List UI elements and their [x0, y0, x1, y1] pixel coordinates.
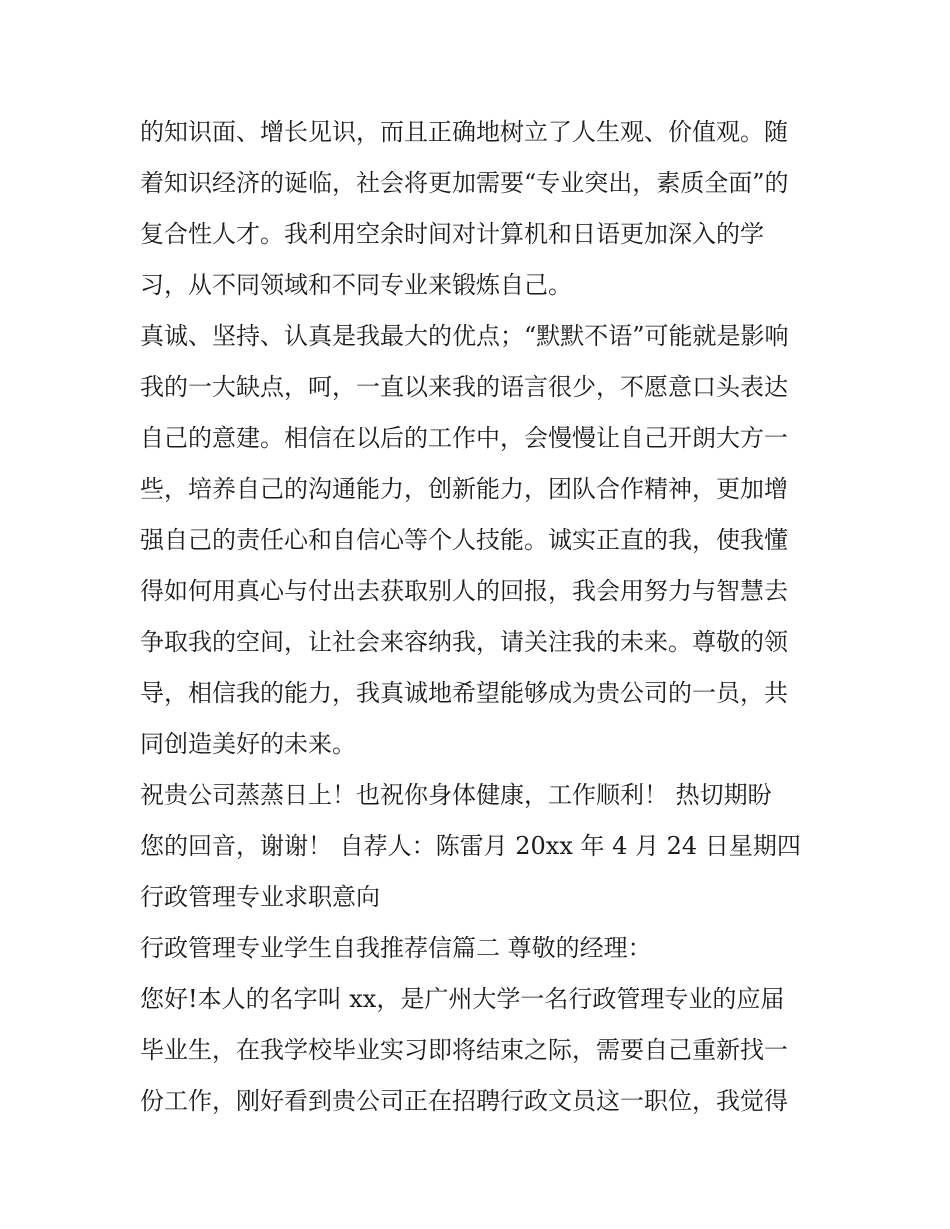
text-line: 着知识经济的诞临，社会将更加需要“专业突出，素质全面”的 — [140, 169, 789, 197]
text-line: 自己的意建。相信在以后的工作中，会慢慢让自己开朗大方一 — [140, 424, 788, 452]
text-line: 得如何用真心与付出去获取别人的回报，我会用努力与智慧去 — [140, 577, 788, 605]
letter-heading: 行政管理专业学生自我推荐信篇二 尊敬的经理： — [140, 934, 652, 962]
text-line: 您好!本人的名字叫 xx，是广州大学一名行政管理专业的应届 — [140, 985, 785, 1013]
text-line: 真诚、坚持、认真是我最大的优点；“默默不语”可能就是影响 — [140, 322, 789, 350]
section-heading: 行政管理专业求职意向 — [140, 883, 380, 911]
text-line: 您的回音，谢谢！ 自荐人：陈雷月 20xx 年 4 月 24 日星期四 — [140, 832, 801, 860]
text-line: 祝贵公司蒸蒸日上！也祝你身体健康，工作顺利！ 热切期盼 — [140, 781, 772, 809]
document-page — [140, 107, 820, 1127]
text-line: 导，相信我的能力，我真诚地希望能够成为贵公司的一员，共 — [140, 679, 788, 707]
text-line: 的知识面、增长见识，而且正确地树立了人生观、价值观。随 — [140, 118, 788, 146]
text-line: 习，从不同领域和不同专业来锻炼自己。 — [140, 271, 572, 299]
text-line: 同创造美好的未来。 — [140, 730, 356, 758]
text-line: 争取我的空间，让社会来容纳我，请关注我的未来。尊敬的领 — [140, 628, 788, 656]
text-line: 我的一大缺点，呵，一直以来我的语言很少，不愿意口头表达 — [140, 373, 788, 401]
text-line: 毕业生，在我学校毕业实习即将结束之际，需要自己重新找一 — [140, 1036, 788, 1064]
text-line: 些，培养自己的沟通能力，创新能力，团队合作精神，更加增 — [140, 475, 788, 503]
text-line: 份工作，刚好看到贵公司正在招聘行政文员这一职位，我觉得 — [140, 1087, 788, 1115]
text-line: 复合性人才。我利用空余时间对计算机和日语更加深入的学 — [140, 220, 764, 248]
text-line: 强自己的责任心和自信心等个人技能。诚实正直的我，使我懂 — [140, 526, 788, 554]
